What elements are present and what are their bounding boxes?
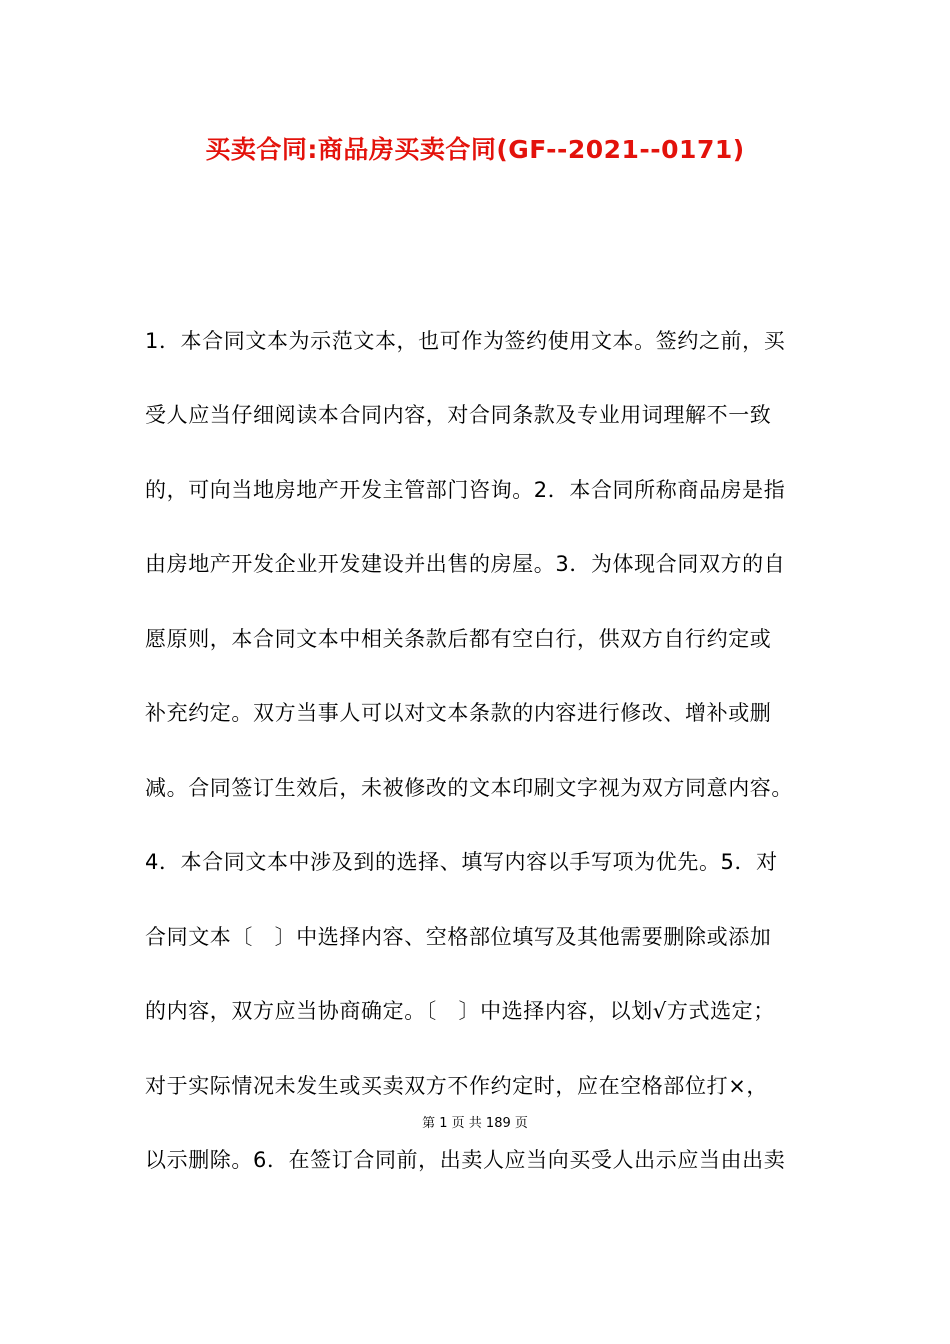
body-line: 以示删除。6．在签订合同前，出卖人应当向买受人出示应当由出卖 [145, 1148, 786, 1172]
body-line: 愿原则，本合同文本中相关条款后都有空白行，供双方自行约定或 [145, 627, 772, 651]
body-line: 合同文本〔 〕中选择内容、空格部位填写及其他需要删除或添加 [145, 925, 772, 949]
body-line: 的，可向当地房地产开发主管部门咨询。2．本合同所称商品房是指 [145, 478, 786, 502]
body-line: 受人应当仔细阅读本合同内容，对合同条款及专业用词理解不一致 [145, 403, 772, 427]
body-line: 补充约定。双方当事人可以对文本条款的内容进行修改、增补或删 [145, 701, 772, 725]
document-title: 买卖合同:商品房买卖合同(GF--2021--0171) [205, 135, 745, 164]
body-line: 对于实际情况未发生或买卖双方不作约定时，应在空格部位打×， [145, 1074, 768, 1098]
body-line: 减。合同签订生效后，未被修改的文本印刷文字视为双方同意内容。 [145, 776, 793, 800]
body-line: 由房地产开发企业开发建设并出售的房屋。3．为体现合同双方的自 [145, 552, 786, 576]
body-line: 1．本合同文本为示范文本，也可作为签约使用文本。签约之前，买 [145, 329, 786, 353]
body-line: 4．本合同文本中涉及到的选择、填写内容以手写项为优先。5．对 [145, 850, 778, 874]
page-footer: 第 1 页 共 189 页 [422, 1116, 528, 1131]
body-line: 的内容，双方应当协商确定。〔 〕中选择内容，以划√方式选定； [145, 999, 775, 1023]
